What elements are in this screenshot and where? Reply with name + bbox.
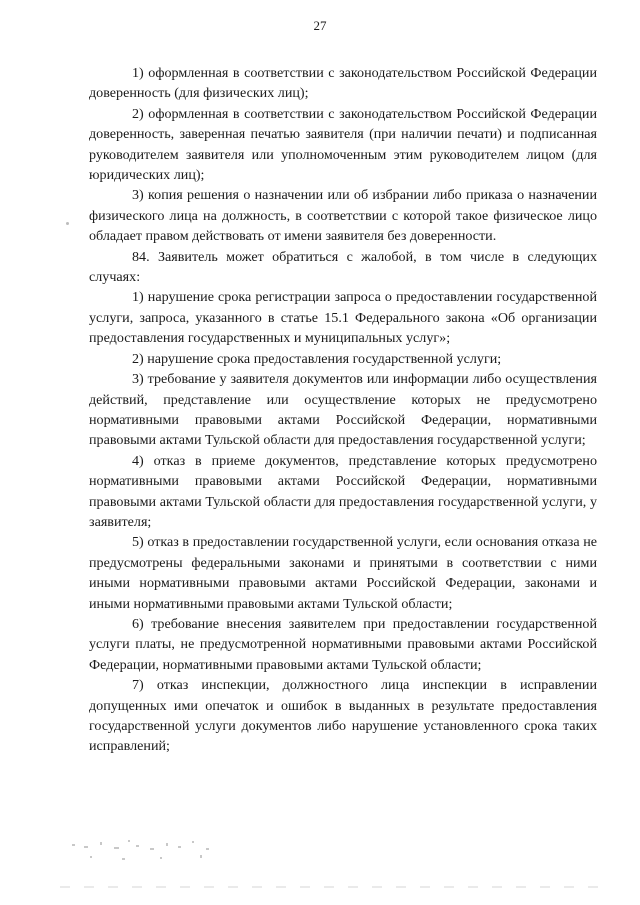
list-item-payment-requirement: 6) требование внесения заявителем при предоставлении государственной услуги платы, не предусмотренной нормативными правовыми актами Российской Федерации, нормативными правовыми актами Тульской области;	[89, 615, 597, 673]
scan-bottom-edge-marks	[60, 886, 600, 888]
scan-noise-marks	[70, 836, 220, 866]
paragraph-84-complaint-cases: 84. Заявитель может обратиться с жалобой, в том числе в следующих случаях:	[89, 248, 597, 286]
list-item-document-requirement: 3) требование у заявителя документов или информации либо осуществления действий, представление или осуществление которых не предусмотрено нормативными правовыми актами Российской Федерации, нормативными правовыми актами Тульской области для предоставления государственной услуги;	[89, 371, 597, 449]
paragraph-power-of-attorney-legal-entities: 2) оформленная в соответствии с законодательством Российской Федерации доверенность, заверенная печатью заявителя (при наличии печати) и подписанная руководителем заявителя или уполномоченным этим руководителем лицом (для юридических лиц);	[89, 105, 597, 184]
paragraph-power-of-attorney-individuals: 1) оформленная в соответствии с законодательством Российской Федерации доверенность (для физических лиц);	[89, 65, 597, 102]
document-body	[89, 63, 597, 757]
list-item-refusal-to-accept: 4) отказ в приеме документов, представление которых предусмотрено нормативными правовыми актами Российской Федерации, нормативными правовыми актами Тульской области для предоставления государственной услуги, у заявителя;	[89, 452, 597, 530]
list-item-refusal-of-service: 5) отказ в предоставлении государственной услуги, если основания отказа не предусмотрены федеральными законами и принятыми в соответствии с ними иными нормативными правовыми актами Российской Федерации, законами и иными нормативными правовыми актами Тульской области;	[89, 534, 597, 612]
list-item-correction-refusal: 7) отказ инспекции, должностного лица инспекции в исправлении допущенных ими опечаток и ошибок в выданных в результате предоставления государственной услуги документов либо нарушение установленного срока таких исправлений;	[89, 677, 597, 755]
paragraph-appointment-decision: 3) копия решения о назначении или об избрании либо приказа о назначении физического лица на должность, в соответствии с которой такое физическое лицо обладает правом действовать от имени заявителя без доверенности.	[89, 187, 597, 245]
list-item-service-deadline: 2) нарушение срока предоставления государственной услуги;	[132, 350, 502, 367]
scan-artifact-dot	[66, 222, 69, 225]
list-item-registration-deadline: 1) нарушение срока регистрации запроса о предоставлении государственной услуги, запроса, указанного в статье 15.1 Федерального закона «Об организации предоставления государственных и муниципальных услуг»;	[89, 289, 597, 347]
page-number: 27	[313, 18, 327, 33]
